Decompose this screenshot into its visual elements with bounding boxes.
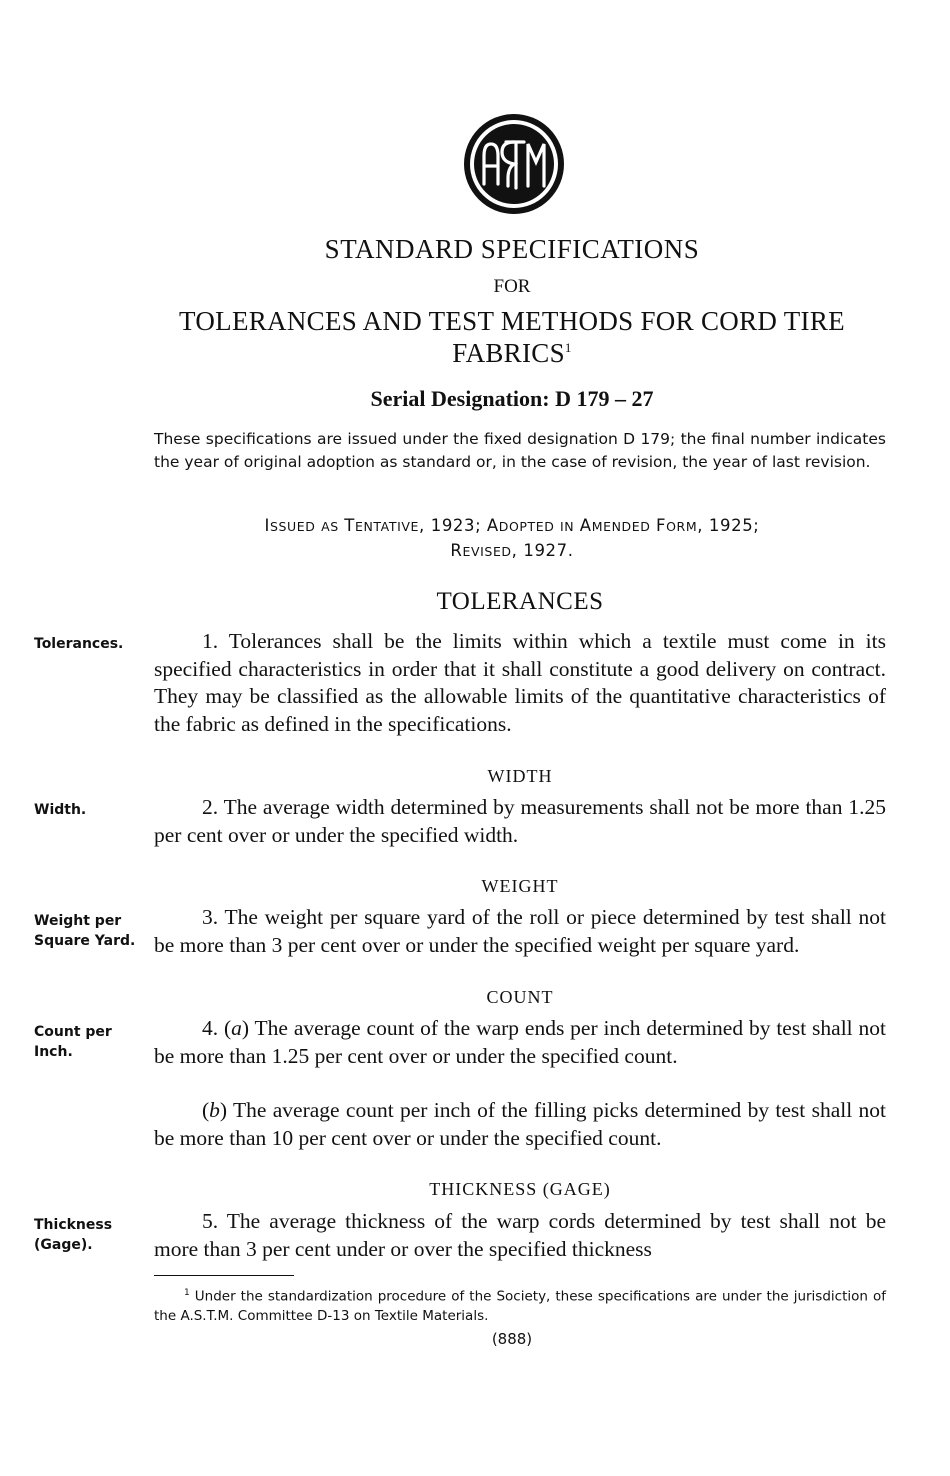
title-line-1: STANDARD SPECIFICATIONS (324, 234, 700, 264)
side-note-tolerances: Tolerances. (34, 636, 124, 652)
paragraph-3: 3. The weight per square yard of the roll or piece determined by test shall not be more than 3 per cent over or under the specified weight per square yard. (154, 905, 886, 957)
paragraph-1: 1. Tolerances shall be the limits within which a textile must come in its specified characteristics in order that it shall constitute a good delivery on contract. They may be classified as the allowable limits of the quantitative characteristics of the fabric as defined in the specifications. (154, 629, 886, 736)
paragraph-5: 5. The average thickness of the warp cords determined by test shall not be more than 3 per cent under or over the specified thickness (154, 1209, 886, 1261)
title-line-4-text: FABRICS (452, 338, 565, 368)
footnote-reference: 1 (564, 340, 572, 355)
paragraph-4a: 4. (a) The average count of the warp ends per inch determined by test shall not be more than 1.25 per cent over or under the specified count. (154, 1016, 886, 1068)
side-note-width: Width. (34, 802, 87, 818)
title-line-2: FOR (493, 276, 531, 297)
section-heading-count: COUNT (486, 987, 554, 1007)
title-line-4 (150, 338, 874, 369)
paragraph-4b: (b) The average count per inch of the filling picks determined by test shall not be more than 10 per cent over or under the specified count. (154, 1098, 886, 1150)
paragraph-2: 2. The average width determined by measurements shall not be more than 1.25 per cent over or under the specified width. (154, 795, 886, 847)
serial-designation: Serial Designation: D 179 – 27 (370, 386, 654, 411)
intro-note: These specifications are issued under the fixed designation D 179; the final number indicates the year of original adoption as standard or, in the case of revision, the year of last revision. (154, 430, 886, 471)
astm-seal-icon (462, 112, 566, 216)
section-heading-thickness: THICKNESS (GAGE) (429, 1179, 611, 1199)
side-note-count: Count per Inch. (34, 1024, 112, 1060)
footnote: $^1$ Under the standardization procedure of the Society, these specifications are under the jurisdiction of the A.S.T.M. Committee D-13 on Textile Materials. (154, 1288, 886, 1324)
footnote-divider (154, 1275, 294, 1276)
side-note-weight: Weight per Square Yard. (34, 913, 136, 949)
title-line-3: TOLERANCES AND TEST METHODS FOR CORD TIRE (179, 306, 845, 336)
section-heading-tolerances: TOLERANCES (436, 588, 604, 615)
section-heading-width: WIDTH (487, 766, 553, 786)
page-number: (888) (491, 1330, 533, 1348)
section-heading-weight: WEIGHT (481, 876, 559, 896)
issued-line: ISSUED AS TENTATIVE, 1923; ADOPTED IN AMENDED FORM, 1925; REVISED, 1927. (264, 516, 760, 560)
side-note-thickness: Thickness (Gage). (34, 1217, 113, 1253)
